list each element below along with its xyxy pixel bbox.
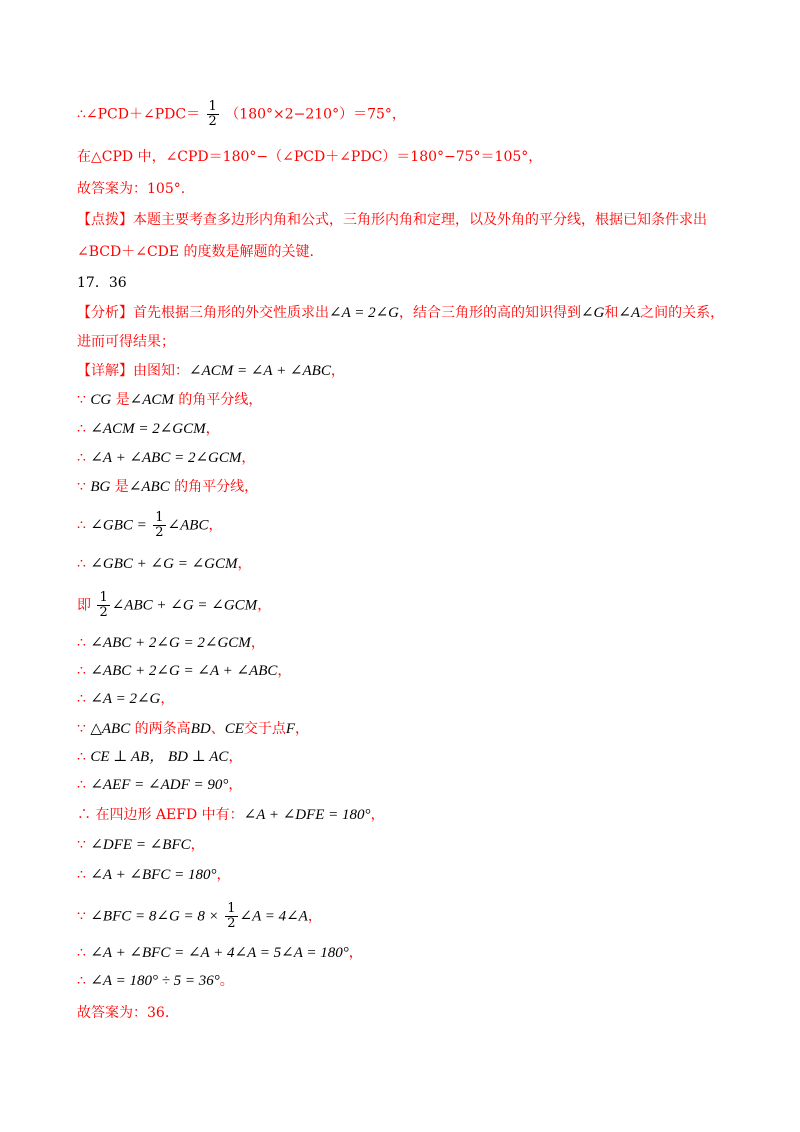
text: ， <box>190 837 205 853</box>
text: ， <box>228 749 243 765</box>
text: ， <box>241 450 256 466</box>
text: 之间的关系， <box>640 305 725 321</box>
text: ， <box>250 635 265 651</box>
line-gbc-half <box>77 511 222 540</box>
math: CE <box>224 721 244 737</box>
line-half-abc <box>77 591 271 620</box>
text: 是 <box>110 479 129 495</box>
text: ∴ <box>77 945 91 961</box>
text: ∴∠PCD＋∠PDC＝ <box>77 106 201 123</box>
line-answer-105: 故答案为：105°. <box>77 181 186 197</box>
text: （180°×2−210°）＝75°， <box>225 106 406 123</box>
math: ∠A + ∠DFE = 180° <box>243 807 371 823</box>
line-analysis-cont: 进而可得结果； <box>77 334 175 350</box>
math: ∠A = 2∠G <box>329 305 399 321</box>
text: ∵ <box>77 392 91 408</box>
text: 的角平分线， <box>173 392 263 408</box>
frac-den: 2 <box>208 114 217 129</box>
fraction <box>207 100 219 129</box>
text: 的角平分线， <box>169 479 259 495</box>
math: ∠DFE = ∠BFC <box>90 837 191 853</box>
text: 和 <box>604 305 619 321</box>
math: ∠ABC <box>128 479 170 495</box>
math: ∠ABC <box>167 517 209 534</box>
math: ∠A + ∠BFC = 180° <box>90 867 217 883</box>
line-sum-pcd-pdc <box>77 100 406 129</box>
text: ∴ <box>77 749 91 765</box>
text: ， <box>295 721 310 737</box>
math: ∠ABC + 2∠G = 2∠GCM <box>90 635 251 651</box>
text: 即 <box>77 597 91 614</box>
text: ∴ <box>77 635 91 651</box>
line-a-abc <box>77 449 255 467</box>
math: ∠A = 4∠A <box>239 908 308 925</box>
math: BD <box>190 721 211 737</box>
text: 交于点 <box>243 721 286 737</box>
text: 【分析】首先根据三角形的外交性质求出 <box>77 305 329 321</box>
text: ∴ <box>77 450 91 466</box>
text: ， <box>228 777 243 793</box>
text: 的两条高 <box>130 721 191 737</box>
math: ∠A = 180° ÷ 5 = 36° <box>90 973 220 989</box>
text: 【详解】由图知： <box>77 363 189 379</box>
text: ， <box>257 597 272 614</box>
math: △ABC <box>90 721 131 737</box>
math: ∠A = 2∠G <box>90 691 161 707</box>
text: ∴ <box>77 867 91 883</box>
frac-num: 1 <box>99 590 108 605</box>
text: ， <box>216 867 231 883</box>
math: ∠GBC + ∠G = ∠GCM <box>90 556 238 572</box>
line-tip-cont: ∠BCD＋∠CDE 的度数是解题的关键. <box>77 244 315 260</box>
math: F <box>285 721 296 737</box>
text: ∵ <box>77 908 91 925</box>
math: ∠ABC + 2∠G = ∠A + ∠ABC <box>90 663 278 679</box>
line-cg-bisector <box>77 391 262 409</box>
line-acm <box>77 420 220 438</box>
line-5a <box>77 944 363 962</box>
line-a-bfc <box>77 866 230 884</box>
text: ， <box>307 908 322 925</box>
frac-num: 1 <box>208 99 217 114</box>
math: ∠ACM <box>129 392 174 408</box>
line-a-2g <box>77 690 174 708</box>
line-bg-bisector <box>77 478 258 496</box>
line-tip: 【点拨】本题主要考查多边形内角和公式，三角形内角和定理，以及外角的平分线，根据已知条件求出 <box>77 212 707 228</box>
text: ∵ <box>77 479 91 495</box>
text: ∴ <box>77 973 91 989</box>
text: ∵ <box>77 721 91 737</box>
line-right-angles <box>77 776 242 794</box>
math: ∠ACM = ∠A + ∠ABC <box>189 363 331 379</box>
line-dfe-bfc <box>77 836 205 854</box>
text: ∴ <box>77 421 91 437</box>
text: ， <box>208 517 223 534</box>
text: ∴ <box>77 663 91 679</box>
frac-num: 1 <box>227 901 236 916</box>
text: ∴ <box>77 556 91 572</box>
line-bfc-8g <box>77 902 322 931</box>
line-cpd: 在△CPD 中，∠CPD＝180°−（∠PCD＋∠PDC）＝180°−75°＝105°， <box>77 149 543 165</box>
line-perpendicular <box>77 748 242 766</box>
line-a-36 <box>77 972 234 990</box>
math: ∠ABC + ∠G = ∠GCM <box>111 597 258 614</box>
text: ，结合三角形的高的知识得到 <box>398 305 581 321</box>
text: ∴ <box>77 777 91 793</box>
text: ， <box>237 556 252 572</box>
text: 、 <box>210 721 225 737</box>
fraction <box>225 902 237 931</box>
text: ， <box>370 807 385 823</box>
text: ∵ <box>77 837 91 853</box>
text: ∴ <box>77 691 91 707</box>
math: ∠GBC = <box>90 517 147 534</box>
math: ∠A + ∠BFC = ∠A + 4∠A = 5∠A = 180° <box>90 945 349 961</box>
frac-den: 2 <box>99 605 108 620</box>
line-answer-36: 故答案为：36. <box>77 1005 170 1021</box>
frac-den: 2 <box>227 916 236 931</box>
math: ∠AEF = ∠ADF = 90° <box>90 777 229 793</box>
line-abc-2g <box>77 634 265 652</box>
line-analysis <box>77 304 724 322</box>
text: 。 <box>219 973 234 989</box>
math: CE ⊥ AB， BD ⊥ AC <box>90 749 229 765</box>
text: ， <box>205 421 220 437</box>
text: ∴ <box>77 517 91 534</box>
math: ∠G <box>580 305 605 321</box>
math: ∠A + ∠ABC = 2∠GCM <box>90 450 242 466</box>
line-heights <box>77 720 309 738</box>
math: ∠ACM = 2∠GCM <box>90 421 206 437</box>
line-quadrilateral <box>77 806 385 824</box>
fraction <box>97 591 109 620</box>
text: 是 <box>111 392 130 408</box>
line-abc-2g-a <box>77 662 291 680</box>
text: ∴ 在四边形 AEFD 中有： <box>77 807 244 823</box>
text: ， <box>160 691 175 707</box>
line-gbc-g <box>77 555 251 573</box>
text: ， <box>348 945 363 961</box>
frac-den: 2 <box>155 525 164 540</box>
question-number-17: 17．36 <box>77 275 127 291</box>
math: CG <box>90 392 112 408</box>
line-detail <box>77 362 345 380</box>
math: ∠A <box>618 305 641 321</box>
math: ∠BFC = 8∠G = 8 × <box>90 908 219 925</box>
frac-num: 1 <box>155 510 164 525</box>
fraction <box>153 511 165 540</box>
text: ， <box>330 363 345 379</box>
text: ， <box>277 663 292 679</box>
math: BG <box>90 479 111 495</box>
